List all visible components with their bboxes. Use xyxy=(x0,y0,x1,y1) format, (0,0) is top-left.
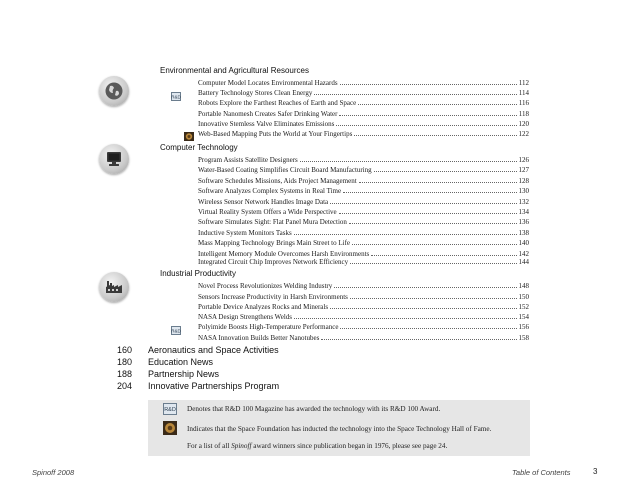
page-number: 114 xyxy=(518,89,529,97)
legend-note: For a list of all Spinoff award winners since publication began in 1976, please see page 24. xyxy=(187,442,448,450)
toc-entry[interactable]: Innovative Stemless Valve Eliminates Emissions 120 xyxy=(198,120,529,128)
rd100-award-icon xyxy=(163,402,177,414)
page-number: 138 xyxy=(518,229,529,237)
page-number: 126 xyxy=(518,156,529,164)
svg-text:R&D: R&D xyxy=(171,94,181,100)
factory-icon xyxy=(99,272,129,302)
svg-text:R&D: R&D xyxy=(164,407,176,413)
toc-entry[interactable]: Program Assists Satellite Designers 126 xyxy=(198,156,529,164)
page-number: 180 xyxy=(117,357,133,367)
toc-entry[interactable]: Software Schedules Missions, Aids Project Management 128 xyxy=(198,177,529,185)
computer-monitor-icon xyxy=(99,144,129,174)
toc-entry[interactable]: Battery Technology Stores Clean Energy 114 xyxy=(198,89,529,97)
page-number: 120 xyxy=(518,120,529,128)
globe-icon xyxy=(99,76,129,106)
toc-entry[interactable]: Software Simulates Sight: Flat Panel Mura Detection 136 xyxy=(198,218,529,226)
rd100-award-icon xyxy=(171,88,181,100)
toc-entry[interactable]: Portable Device Analyzes Rocks and Minerals 152 xyxy=(198,303,529,311)
page-number: 136 xyxy=(518,218,529,226)
section-title-computer: Computer Technology xyxy=(160,143,238,152)
page-number: 112 xyxy=(518,79,529,87)
toc-entry[interactable]: Sensors Increase Productivity in Harsh Environments 150 xyxy=(198,293,529,301)
toc-entry[interactable]: Virtual Reality System Offers a Wide Perspective 134 xyxy=(198,208,529,216)
toc-entry[interactable]: Water-Based Coating Simplifies Circuit Board Manufacturing 127 xyxy=(198,166,529,174)
page-number: 148 xyxy=(518,282,529,290)
page-number: 150 xyxy=(518,293,529,301)
page-number: 130 xyxy=(518,187,529,195)
page-number: 204 xyxy=(117,381,133,391)
main-toc-item[interactable]: 160 Aeronautics and Space Activities xyxy=(117,345,279,355)
toc-entry[interactable]: Intelligent Memory Module Overcomes Harsh Environments 142 xyxy=(198,250,529,258)
toc-entry[interactable]: Web-Based Mapping Puts the World at Your Fingertips 122 xyxy=(198,130,529,138)
toc-entry[interactable]: Portable Nanomesh Creates Safer Drinking Water 118 xyxy=(198,110,529,118)
page-number: 140 xyxy=(518,239,529,247)
page-number: 118 xyxy=(518,110,529,118)
toc-entry[interactable]: Robots Explore the Farthest Reaches of Earth and Space 116 xyxy=(198,99,529,107)
page-number: 122 xyxy=(518,130,529,138)
toc-entry[interactable]: Novel Process Revolutionizes Welding Industry 148 xyxy=(198,282,529,290)
section-title-environmental: Environmental and Agricultural Resources xyxy=(160,66,309,75)
page-number: 144 xyxy=(518,258,529,266)
toc-entry[interactable]: Mass Mapping Technology Brings Main Street to Life 140 xyxy=(198,239,529,247)
page-number: 158 xyxy=(518,334,529,342)
toc-entry[interactable]: Wireless Sensor Network Handles Image Data 132 xyxy=(198,198,529,206)
hall-of-fame-icon xyxy=(184,128,194,137)
page-number: 127 xyxy=(518,166,529,174)
legend-hall-of-fame-text: Indicates that the Space Foundation has inducted the technology into the Space Technology Hall of Fame. xyxy=(187,425,492,433)
main-toc-item[interactable]: 180 Education News xyxy=(117,357,214,367)
toc-entry[interactable]: Integrated Circuit Chip Improves Network Efficiency 144 xyxy=(198,258,529,266)
main-toc-item[interactable]: 204 Innovative Partnerships Program xyxy=(117,381,280,391)
legend-rd100-text: Denotes that R&D 100 Magazine has awarded the technology with its R&D 100 Award. xyxy=(187,405,441,413)
toc-entry[interactable]: Inductive System Monitors Tasks 138 xyxy=(198,229,529,237)
page-number: 188 xyxy=(117,369,133,379)
section-title-industrial: Industrial Productivity xyxy=(160,269,237,278)
toc-entry[interactable]: NASA Innovation Builds Better Nanotubes 158 xyxy=(198,334,529,342)
page-number-footer: 3 xyxy=(593,467,598,476)
page-number: 152 xyxy=(518,303,529,311)
hall-of-fame-icon xyxy=(163,421,177,435)
page-number: 134 xyxy=(518,208,529,216)
rd100-award-icon xyxy=(171,322,181,334)
main-toc-item[interactable]: 188 Partnership News xyxy=(117,369,220,379)
toc-entry[interactable]: Computer Model Locates Environmental Hazards 112 xyxy=(198,79,529,87)
toc-entry[interactable]: Software Analyzes Complex Systems in Real Time 130 xyxy=(198,187,529,195)
page-number: 132 xyxy=(518,198,529,206)
page-number: 128 xyxy=(518,177,529,185)
page-number: 154 xyxy=(518,313,529,321)
page-number: 142 xyxy=(518,250,529,258)
page-number: 156 xyxy=(518,323,529,331)
toc-entry[interactable]: NASA Design Strengthens Welds 154 xyxy=(198,313,529,321)
page-number: 116 xyxy=(518,99,529,107)
footer-section: Table of Contents xyxy=(512,468,571,477)
page-number: 160 xyxy=(117,345,133,355)
svg-text:R&D: R&D xyxy=(171,328,181,334)
toc-entry[interactable]: Polyimide Boosts High-Temperature Performance 156 xyxy=(198,323,529,331)
footer-publication: Spinoff 2008 xyxy=(32,468,75,477)
